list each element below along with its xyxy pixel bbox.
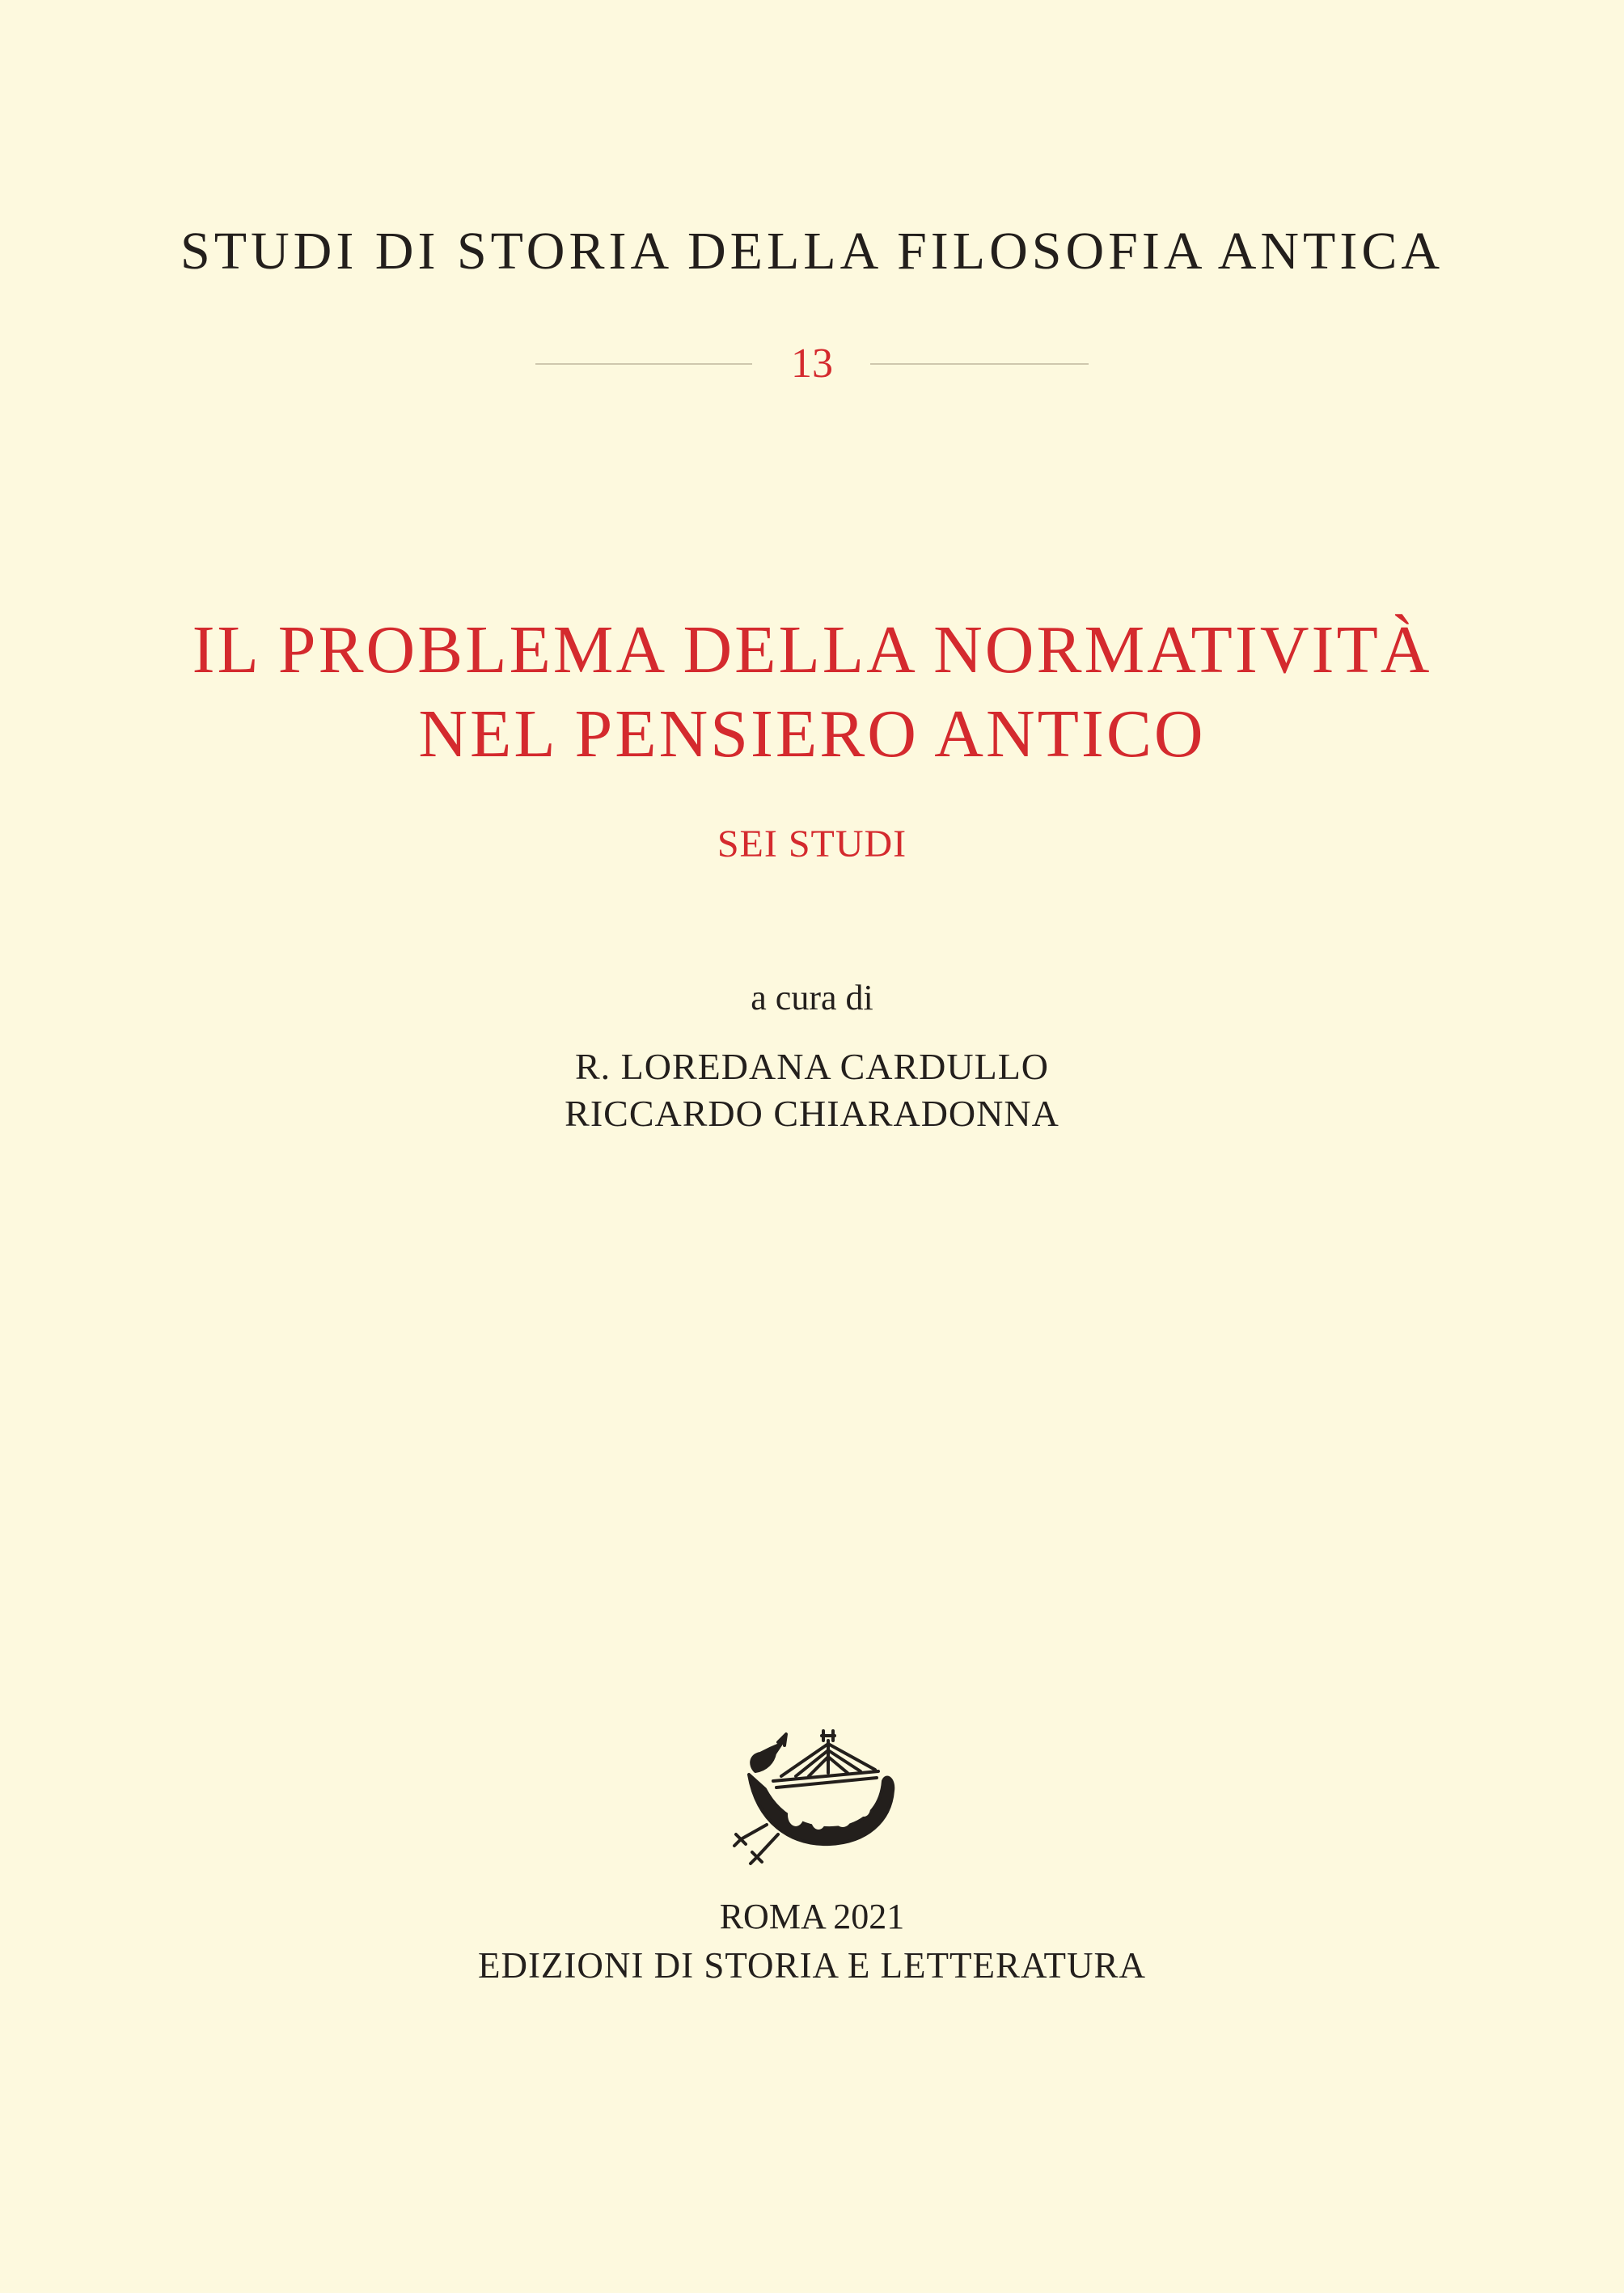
series-volume-number: 13: [791, 341, 833, 387]
publisher-name: EDIZIONI DI STORIA E LETTERATURA: [477, 1945, 1147, 1986]
book-subtitle: SEI STUDI: [717, 823, 907, 865]
editor-name-2: RICCARDO CHIARADONNA: [565, 1093, 1059, 1134]
editor-name-1: R. LOREDANA CARDULLO: [574, 1046, 1050, 1087]
publication-place-year: ROMA 2021: [719, 1897, 905, 1936]
book-title-line-1: IL PROBLEMA DELLA NORMATIVITÀ: [192, 612, 1432, 687]
right-divider-rule: [870, 363, 1089, 365]
series-title: STUDI DI STORIA DELLA FILOSOFIA ANTICA: [180, 222, 1444, 281]
series-number-row: [0, 340, 1624, 388]
book-title-line-2: NEL PENSIERO ANTICO: [418, 696, 1206, 772]
edited-by-label: a cura di: [751, 978, 873, 1017]
book-title: [0, 608, 1624, 776]
ship-with-bird-emblem-icon: [725, 1724, 907, 1870]
